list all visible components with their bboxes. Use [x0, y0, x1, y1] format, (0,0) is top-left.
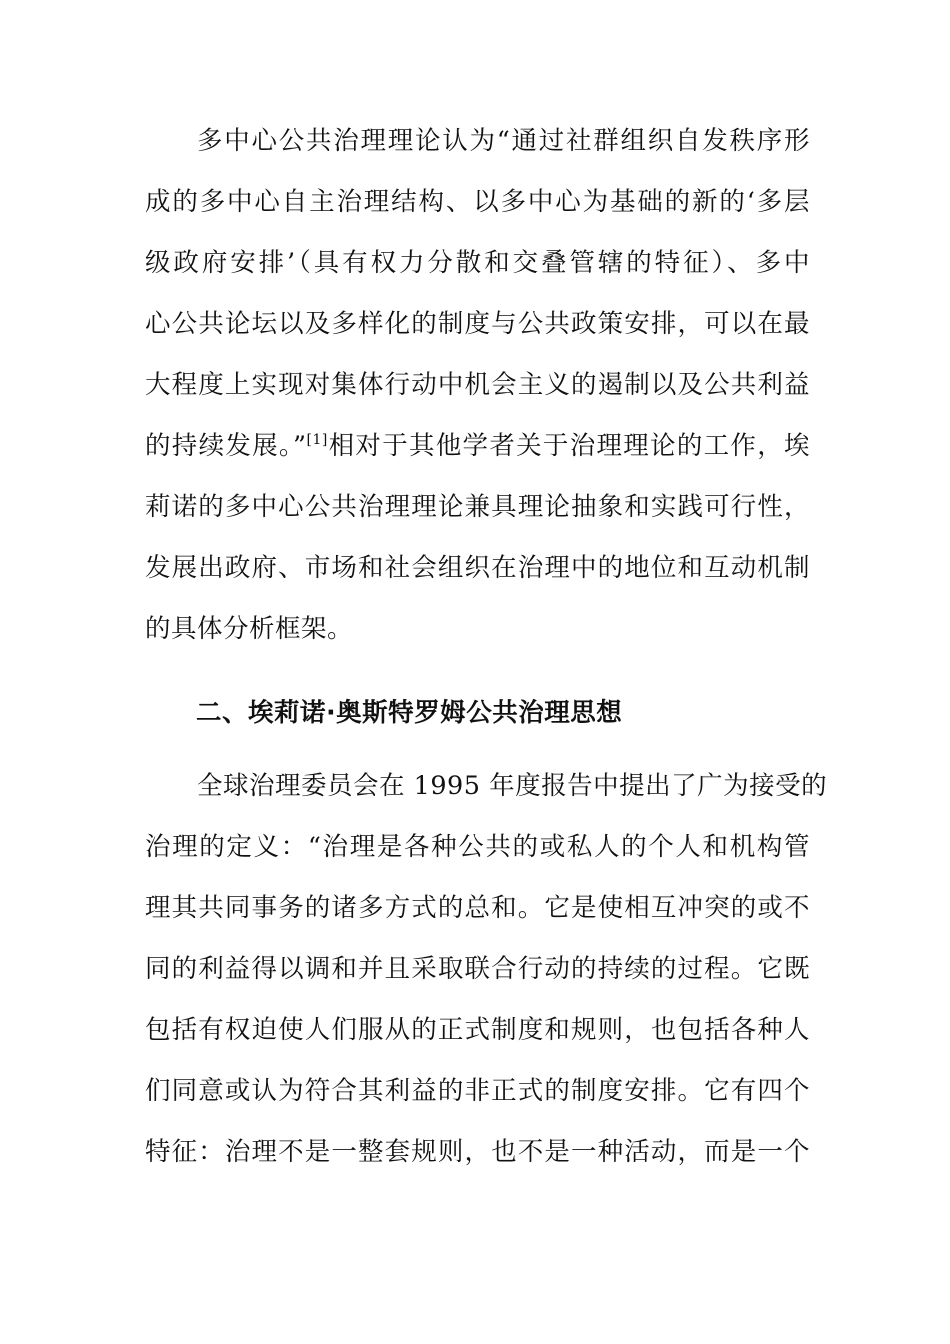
- paragraph-line: 同的利益得以调和并且采取联合行动的持续的过程。它既: [145, 954, 810, 984]
- paragraph-2: [145, 756, 828, 1183]
- paragraph-line: 们同意或认为符合其利益的非正式的制度安排。它有四个: [145, 1076, 810, 1106]
- paragraph-line: 级政府安排’（具有权力分散和交叠管辖的特征）、多中: [145, 248, 810, 278]
- text-segment: 相对于其他学者关于治理理论的工作，埃: [327, 431, 810, 461]
- paragraph-line: 特征：治理不是一整套规则，也不是一种活动，而是一个: [145, 1137, 810, 1167]
- paragraph-line: 成的多中心自主治理结构、以多中心为基础的新的‘多层: [145, 187, 810, 217]
- paragraph-line: 大程度上实现对集体行动中机会主义的遏制以及公共利益: [145, 370, 810, 400]
- paragraph-line: 理其共同事务的诸多方式的总和。它是使相互冲突的或不: [145, 893, 810, 923]
- paragraph-line: 的具体分析框架。: [145, 614, 354, 644]
- paragraph-line: 治理的定义：“治理是各种公共的或私人的个人和机构管: [145, 832, 810, 862]
- paragraph-line: 心公共论坛以及多样化的制度与公共政策安排，可以在最: [145, 309, 810, 339]
- paragraph-line: 多中心公共治理理论认为“通过社群组织自发秩序形: [197, 126, 810, 156]
- paragraph-line: 包括有权迫使人们服从的正式制度和规则，也包括各种人: [145, 1015, 810, 1045]
- paragraph-line: 发展出政府、市场和社会组织在治理中的地位和互动机制: [145, 553, 810, 583]
- section-heading: 二、埃莉诺·奥斯特罗姆公共治理思想: [196, 698, 623, 728]
- paragraph-1: [145, 111, 810, 660]
- text-segment: 的持续发展。”: [145, 431, 307, 461]
- paragraph-line: 全球治理委员会在 1995 年度报告中提出了广为接受的: [197, 771, 828, 801]
- citation-marker: [1]: [306, 432, 328, 448]
- paragraph-line: 莉诺的多中心公共治理理论兼具理论抽象和实践可行性，: [145, 492, 810, 522]
- paragraph-line-with-citation: [145, 416, 810, 477]
